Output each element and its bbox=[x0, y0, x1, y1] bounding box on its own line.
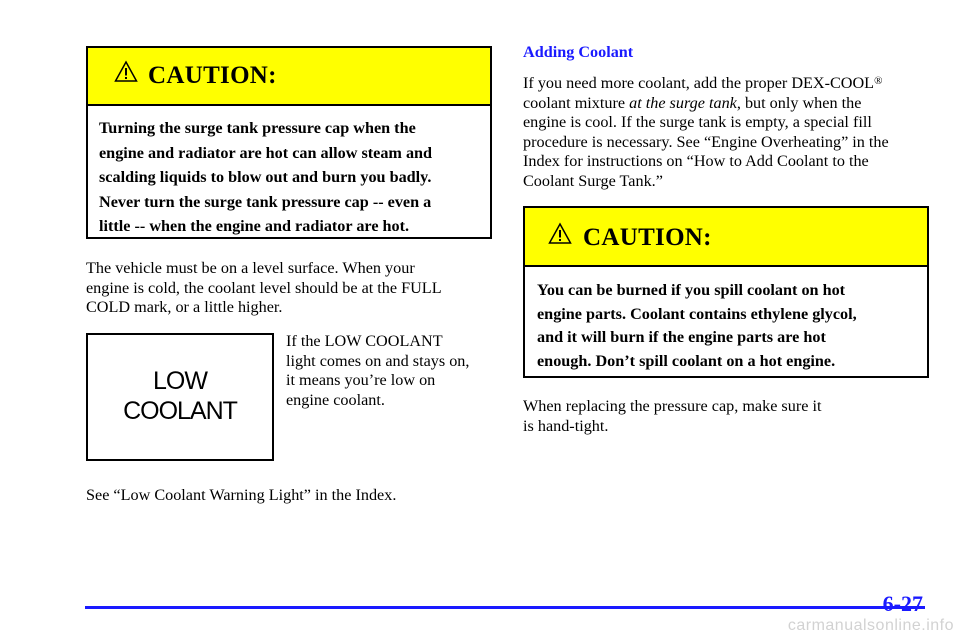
text-line: The vehicle must be on a level surface. When your bbox=[86, 259, 415, 277]
warning-triangle-icon bbox=[548, 222, 572, 246]
caution-box-surge-tank bbox=[86, 46, 492, 239]
see-index-paragraph: See “Low Coolant Warning Light” in the Index. bbox=[86, 486, 397, 504]
caution-line: You can be burned if you spill coolant on hot bbox=[537, 281, 846, 299]
pressure-cap-paragraph bbox=[523, 397, 821, 436]
page-number: 6-27 bbox=[882, 591, 923, 616]
caution-text bbox=[99, 116, 432, 239]
low-coolant-caption bbox=[286, 332, 469, 410]
text-fragment: coolant mixture bbox=[523, 93, 630, 112]
caution-line: engine and radiator are hot can allow steam and bbox=[99, 143, 433, 162]
caution-line: and it will burn if the engine parts are hot bbox=[537, 328, 826, 346]
telltale-line-coolant: COOLANT bbox=[123, 397, 237, 425]
text-line: COLD mark, or a little higher. bbox=[86, 298, 283, 316]
caution-line: enough. Don’t spill coolant on a hot engine. bbox=[537, 351, 836, 370]
text-line: Coolant Surge Tank.” bbox=[523, 171, 663, 190]
text-line: Index for instructions on “How to Add Coolant to the bbox=[523, 152, 869, 170]
caution-box-spill-coolant bbox=[523, 206, 929, 378]
text-fragment: If you need more coolant, add the proper DEX-COOL bbox=[523, 74, 875, 92]
section-heading-adding-coolant: Adding Coolant bbox=[523, 43, 634, 61]
warning-triangle-icon bbox=[114, 60, 138, 84]
text-line: engine is cold, the coolant level should be at the FULL bbox=[86, 278, 442, 297]
telltale-line-low: LOW bbox=[153, 367, 207, 395]
text-line: When replacing the pressure cap, make sure it bbox=[523, 397, 822, 415]
level-surface-paragraph bbox=[86, 259, 442, 318]
caution-title: CAUTION: bbox=[148, 62, 277, 89]
low-coolant-light-illustration bbox=[86, 333, 274, 461]
caution-line: Turning the surge tank pressure cap when the bbox=[99, 119, 416, 137]
text-line: If the LOW COOLANT bbox=[286, 332, 443, 350]
text-line bbox=[523, 94, 889, 114]
caution-line: scalding liquids to blow out and burn you badly. bbox=[99, 168, 432, 186]
caution-line: Never turn the surge tank pressure cap -- even a bbox=[99, 192, 432, 211]
text-line bbox=[523, 74, 889, 94]
text-line: engine is cool. If the surge tank is empty, a special fill bbox=[523, 113, 872, 131]
text-line: procedure is necessary. See “Engine Overheating” in the bbox=[523, 132, 889, 151]
caution-text bbox=[537, 279, 857, 373]
text-line: light comes on and stays on, bbox=[286, 351, 470, 370]
text-fragment: , but only when the bbox=[736, 93, 862, 112]
caution-title: CAUTION: bbox=[583, 224, 712, 251]
text-line: is hand-tight. bbox=[523, 416, 609, 435]
caution-line: engine parts. Coolant contains ethylene glycol, bbox=[537, 304, 857, 323]
adding-coolant-paragraph bbox=[523, 74, 889, 191]
watermark: carmanualsonline.info bbox=[787, 617, 954, 634]
text-line: it means you’re low on bbox=[286, 371, 436, 389]
caution-line: little -- when the engine and radiator are hot. bbox=[99, 217, 410, 235]
footer-rule bbox=[85, 606, 925, 609]
caution-header bbox=[525, 208, 927, 267]
registered-mark: ® bbox=[874, 75, 883, 87]
italic-emphasis: at the surge tank bbox=[629, 93, 737, 112]
caution-header bbox=[88, 48, 490, 106]
text-line: engine coolant. bbox=[286, 390, 385, 409]
